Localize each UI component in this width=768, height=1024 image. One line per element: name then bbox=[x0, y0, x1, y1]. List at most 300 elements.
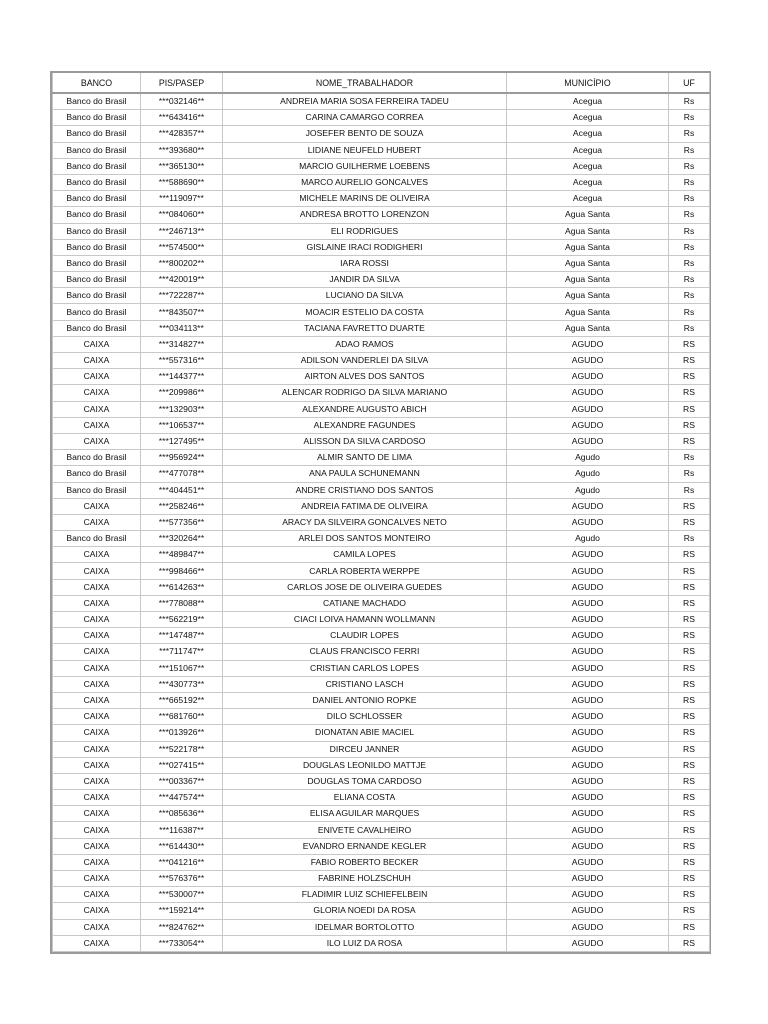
cell-banco: Banco do Brasil bbox=[53, 255, 141, 271]
cell-nome: DOUGLAS LEONILDO MATTJE bbox=[223, 757, 507, 773]
cell-municipio: AGUDO bbox=[507, 838, 669, 854]
cell-nome: ARACY DA SILVEIRA GONCALVES NETO bbox=[223, 514, 507, 530]
cell-uf: RS bbox=[669, 919, 710, 935]
cell-nome: ANDRE CRISTIANO DOS SANTOS bbox=[223, 482, 507, 498]
cell-nome: GISLAINE IRACI RODIGHERI bbox=[223, 239, 507, 255]
cell-pis-pasep: ***576376** bbox=[141, 871, 223, 887]
cell-municipio: AGUDO bbox=[507, 854, 669, 870]
cell-municipio: AGUDO bbox=[507, 433, 669, 449]
cell-uf: RS bbox=[669, 871, 710, 887]
cell-uf: RS bbox=[669, 547, 710, 563]
cell-banco: Banco do Brasil bbox=[53, 191, 141, 207]
table-row bbox=[53, 709, 710, 725]
table-row bbox=[53, 126, 710, 142]
cell-uf: RS bbox=[669, 644, 710, 660]
cell-uf: RS bbox=[669, 692, 710, 708]
table-row bbox=[53, 822, 710, 838]
cell-pis-pasep: ***711747** bbox=[141, 644, 223, 660]
cell-nome: ELISA AGUILAR MARQUES bbox=[223, 806, 507, 822]
cell-nome: DOUGLAS TOMA CARDOSO bbox=[223, 773, 507, 789]
table-row bbox=[53, 871, 710, 887]
cell-nome: ADILSON VANDERLEI DA SILVA bbox=[223, 353, 507, 369]
table-row bbox=[53, 676, 710, 692]
cell-municipio: AGUDO bbox=[507, 871, 669, 887]
cell-banco: CAIXA bbox=[53, 919, 141, 935]
table-row bbox=[53, 158, 710, 174]
cell-municipio: AGUDO bbox=[507, 790, 669, 806]
cell-nome: CARLA ROBERTA WERPPE bbox=[223, 563, 507, 579]
cell-banco: CAIXA bbox=[53, 514, 141, 530]
cell-banco: Banco do Brasil bbox=[53, 531, 141, 547]
cell-nome: FABIO ROBERTO BECKER bbox=[223, 854, 507, 870]
cell-banco: Banco do Brasil bbox=[53, 272, 141, 288]
header-nome-trabalhador: NOME_TRABALHADOR bbox=[223, 72, 507, 93]
cell-pis-pasep: ***116387** bbox=[141, 822, 223, 838]
cell-municipio: Acegua bbox=[507, 191, 669, 207]
cell-uf: RS bbox=[669, 563, 710, 579]
header-banco: BANCO bbox=[53, 72, 141, 93]
table-row bbox=[53, 466, 710, 482]
cell-banco: Banco do Brasil bbox=[53, 142, 141, 158]
cell-uf: Rs bbox=[669, 174, 710, 190]
cell-banco: CAIXA bbox=[53, 790, 141, 806]
cell-nome: CARINA CAMARGO CORREA bbox=[223, 110, 507, 126]
cell-nome: CRISTIAN CARLOS LOPES bbox=[223, 660, 507, 676]
cell-banco: Banco do Brasil bbox=[53, 450, 141, 466]
cell-banco: CAIXA bbox=[53, 417, 141, 433]
table-row bbox=[53, 401, 710, 417]
cell-nome: CARLOS JOSE DE OLIVEIRA GUEDES bbox=[223, 579, 507, 595]
cell-nome: EVANDRO ERNANDE KEGLER bbox=[223, 838, 507, 854]
table-row bbox=[53, 531, 710, 547]
cell-municipio: AGUDO bbox=[507, 644, 669, 660]
cell-uf: Rs bbox=[669, 450, 710, 466]
cell-banco: CAIXA bbox=[53, 935, 141, 951]
cell-nome: DIRCEU JANNER bbox=[223, 741, 507, 757]
cell-nome: ALMIR SANTO DE LIMA bbox=[223, 450, 507, 466]
table-row bbox=[53, 304, 710, 320]
cell-municipio: Acegua bbox=[507, 142, 669, 158]
cell-nome: IARA ROSSI bbox=[223, 255, 507, 271]
table-row bbox=[53, 579, 710, 595]
cell-municipio: Agudo bbox=[507, 450, 669, 466]
cell-municipio: AGUDO bbox=[507, 353, 669, 369]
cell-uf: RS bbox=[669, 757, 710, 773]
cell-pis-pasep: ***314827** bbox=[141, 336, 223, 352]
cell-banco: CAIXA bbox=[53, 612, 141, 628]
cell-pis-pasep: ***562219** bbox=[141, 612, 223, 628]
cell-nome: JANDIR DA SILVA bbox=[223, 272, 507, 288]
cell-municipio: AGUDO bbox=[507, 725, 669, 741]
cell-uf: Rs bbox=[669, 191, 710, 207]
cell-pis-pasep: ***013926** bbox=[141, 725, 223, 741]
cell-pis-pasep: ***041216** bbox=[141, 854, 223, 870]
cell-nome: ANDREIA FATIMA DE OLIVEIRA bbox=[223, 498, 507, 514]
cell-nome: GLORIA NOEDI DA ROSA bbox=[223, 903, 507, 919]
cell-nome: DANIEL ANTONIO ROPKE bbox=[223, 692, 507, 708]
cell-banco: CAIXA bbox=[53, 903, 141, 919]
cell-municipio: AGUDO bbox=[507, 628, 669, 644]
cell-banco: CAIXA bbox=[53, 806, 141, 822]
cell-banco: Banco do Brasil bbox=[53, 223, 141, 239]
cell-nome: IDELMAR BORTOLOTTO bbox=[223, 919, 507, 935]
cell-municipio: AGUDO bbox=[507, 741, 669, 757]
cell-banco: CAIXA bbox=[53, 854, 141, 870]
header-municipio: MUNICÍPIO bbox=[507, 72, 669, 93]
cell-nome: DIONATAN ABIE MACIEL bbox=[223, 725, 507, 741]
cell-pis-pasep: ***106537** bbox=[141, 417, 223, 433]
cell-nome: TACIANA FAVRETTO DUARTE bbox=[223, 320, 507, 336]
cell-municipio: Acegua bbox=[507, 93, 669, 110]
table-row bbox=[53, 903, 710, 919]
cell-pis-pasep: ***681760** bbox=[141, 709, 223, 725]
table-row bbox=[53, 369, 710, 385]
table-row bbox=[53, 790, 710, 806]
cell-banco: Banco do Brasil bbox=[53, 320, 141, 336]
cell-municipio: AGUDO bbox=[507, 903, 669, 919]
cell-banco: CAIXA bbox=[53, 871, 141, 887]
cell-pis-pasep: ***147487** bbox=[141, 628, 223, 644]
cell-uf: RS bbox=[669, 822, 710, 838]
cell-nome: DILO SCHLOSSER bbox=[223, 709, 507, 725]
table-row bbox=[53, 563, 710, 579]
cell-nome: ANDRESA BROTTO LORENZON bbox=[223, 207, 507, 223]
cell-uf: RS bbox=[669, 336, 710, 352]
cell-uf: RS bbox=[669, 725, 710, 741]
cell-pis-pasep: ***733054** bbox=[141, 935, 223, 951]
table-row bbox=[53, 450, 710, 466]
cell-uf: RS bbox=[669, 595, 710, 611]
cell-municipio: Agua Santa bbox=[507, 239, 669, 255]
cell-pis-pasep: ***404451** bbox=[141, 482, 223, 498]
cell-municipio: AGUDO bbox=[507, 595, 669, 611]
cell-pis-pasep: ***003367** bbox=[141, 773, 223, 789]
cell-nome: FABRINE HOLZSCHUH bbox=[223, 871, 507, 887]
table-row bbox=[53, 498, 710, 514]
cell-uf: RS bbox=[669, 401, 710, 417]
table-row bbox=[53, 433, 710, 449]
cell-banco: CAIXA bbox=[53, 838, 141, 854]
table-row bbox=[53, 741, 710, 757]
cell-municipio: AGUDO bbox=[507, 660, 669, 676]
cell-pis-pasep: ***151067** bbox=[141, 660, 223, 676]
table-row bbox=[53, 239, 710, 255]
cell-uf: RS bbox=[669, 369, 710, 385]
cell-nome: CLAUS FRANCISCO FERRI bbox=[223, 644, 507, 660]
cell-municipio: Agua Santa bbox=[507, 288, 669, 304]
cell-pis-pasep: ***557316** bbox=[141, 353, 223, 369]
table-row bbox=[53, 547, 710, 563]
cell-pis-pasep: ***956924** bbox=[141, 450, 223, 466]
cell-uf: Rs bbox=[669, 288, 710, 304]
table-row bbox=[53, 417, 710, 433]
cell-uf: Rs bbox=[669, 142, 710, 158]
cell-nome: ALENCAR RODRIGO DA SILVA MARIANO bbox=[223, 385, 507, 401]
cell-banco: Banco do Brasil bbox=[53, 110, 141, 126]
cell-nome: CIACI LOIVA HAMANN WOLLMANN bbox=[223, 612, 507, 628]
cell-banco: CAIXA bbox=[53, 822, 141, 838]
cell-nome: ANA PAULA SCHUNEMANN bbox=[223, 466, 507, 482]
cell-uf: RS bbox=[669, 935, 710, 951]
cell-municipio: AGUDO bbox=[507, 773, 669, 789]
cell-banco: Banco do Brasil bbox=[53, 207, 141, 223]
cell-municipio: Acegua bbox=[507, 110, 669, 126]
cell-pis-pasep: ***258246** bbox=[141, 498, 223, 514]
cell-pis-pasep: ***614430** bbox=[141, 838, 223, 854]
cell-municipio: AGUDO bbox=[507, 514, 669, 530]
cell-pis-pasep: ***778088** bbox=[141, 595, 223, 611]
cell-pis-pasep: ***132903** bbox=[141, 401, 223, 417]
cell-municipio: Agudo bbox=[507, 482, 669, 498]
cell-uf: Rs bbox=[669, 223, 710, 239]
cell-nome: MICHELE MARINS DE OLIVEIRA bbox=[223, 191, 507, 207]
cell-uf: RS bbox=[669, 676, 710, 692]
table-row bbox=[53, 628, 710, 644]
cell-banco: CAIXA bbox=[53, 353, 141, 369]
cell-pis-pasep: ***800202** bbox=[141, 255, 223, 271]
cell-banco: CAIXA bbox=[53, 401, 141, 417]
table-row bbox=[53, 353, 710, 369]
cell-uf: Rs bbox=[669, 207, 710, 223]
cell-municipio: AGUDO bbox=[507, 563, 669, 579]
cell-nome: ANDREIA MARIA SOSA FERREIRA TADEU bbox=[223, 93, 507, 110]
cell-uf: RS bbox=[669, 806, 710, 822]
header-uf: UF bbox=[669, 72, 710, 93]
cell-banco: CAIXA bbox=[53, 644, 141, 660]
cell-municipio: AGUDO bbox=[507, 547, 669, 563]
cell-banco: Banco do Brasil bbox=[53, 174, 141, 190]
table-row bbox=[53, 288, 710, 304]
cell-nome: LUCIANO DA SILVA bbox=[223, 288, 507, 304]
table-body bbox=[53, 93, 710, 951]
table-row bbox=[53, 773, 710, 789]
cell-pis-pasep: ***843507** bbox=[141, 304, 223, 320]
cell-nome: ALEXANDRE FAGUNDES bbox=[223, 417, 507, 433]
cell-municipio: Agua Santa bbox=[507, 207, 669, 223]
table-row bbox=[53, 207, 710, 223]
cell-pis-pasep: ***614263** bbox=[141, 579, 223, 595]
cell-banco: CAIXA bbox=[53, 579, 141, 595]
cell-uf: RS bbox=[669, 417, 710, 433]
cell-nome: ADAO RAMOS bbox=[223, 336, 507, 352]
cell-uf: Rs bbox=[669, 239, 710, 255]
cell-nome: CRISTIANO LASCH bbox=[223, 676, 507, 692]
cell-banco: CAIXA bbox=[53, 692, 141, 708]
cell-uf: RS bbox=[669, 660, 710, 676]
cell-uf: RS bbox=[669, 628, 710, 644]
cell-pis-pasep: ***246713** bbox=[141, 223, 223, 239]
cell-banco: CAIXA bbox=[53, 887, 141, 903]
cell-nome: ARLEI DOS SANTOS MONTEIRO bbox=[223, 531, 507, 547]
cell-uf: Rs bbox=[669, 466, 710, 482]
cell-nome: CAMILA LOPES bbox=[223, 547, 507, 563]
cell-municipio: AGUDO bbox=[507, 385, 669, 401]
table-row bbox=[53, 223, 710, 239]
cell-banco: Banco do Brasil bbox=[53, 466, 141, 482]
cell-uf: RS bbox=[669, 773, 710, 789]
cell-pis-pasep: ***159214** bbox=[141, 903, 223, 919]
table-header bbox=[53, 72, 710, 93]
cell-pis-pasep: ***665192** bbox=[141, 692, 223, 708]
table-row bbox=[53, 336, 710, 352]
table-row bbox=[53, 935, 710, 951]
cell-pis-pasep: ***477078** bbox=[141, 466, 223, 482]
table-row bbox=[53, 919, 710, 935]
cell-pis-pasep: ***034113** bbox=[141, 320, 223, 336]
cell-pis-pasep: ***365130** bbox=[141, 158, 223, 174]
cell-municipio: Acegua bbox=[507, 174, 669, 190]
cell-uf: RS bbox=[669, 498, 710, 514]
cell-municipio: AGUDO bbox=[507, 887, 669, 903]
cell-pis-pasep: ***577356** bbox=[141, 514, 223, 530]
cell-uf: RS bbox=[669, 579, 710, 595]
cell-municipio: Agua Santa bbox=[507, 272, 669, 288]
cell-nome: ILO LUIZ DA ROSA bbox=[223, 935, 507, 951]
table-row bbox=[53, 93, 710, 110]
cell-uf: Rs bbox=[669, 158, 710, 174]
cell-banco: Banco do Brasil bbox=[53, 288, 141, 304]
cell-pis-pasep: ***447574** bbox=[141, 790, 223, 806]
cell-pis-pasep: ***320264** bbox=[141, 531, 223, 547]
table-row bbox=[53, 482, 710, 498]
cell-nome: LIDIANE NEUFELD HUBERT bbox=[223, 142, 507, 158]
cell-nome: ELIANA COSTA bbox=[223, 790, 507, 806]
cell-pis-pasep: ***824762** bbox=[141, 919, 223, 935]
cell-pis-pasep: ***084060** bbox=[141, 207, 223, 223]
cell-nome: ELI RODRIGUES bbox=[223, 223, 507, 239]
cell-banco: CAIXA bbox=[53, 595, 141, 611]
table-row bbox=[53, 514, 710, 530]
cell-municipio: Agua Santa bbox=[507, 304, 669, 320]
table-row bbox=[53, 320, 710, 336]
cell-uf: RS bbox=[669, 514, 710, 530]
cell-nome: MARCO AURELIO GONCALVES bbox=[223, 174, 507, 190]
cell-pis-pasep: ***522178** bbox=[141, 741, 223, 757]
cell-municipio: AGUDO bbox=[507, 919, 669, 935]
cell-banco: CAIXA bbox=[53, 741, 141, 757]
cell-uf: RS bbox=[669, 353, 710, 369]
cell-uf: Rs bbox=[669, 126, 710, 142]
cell-uf: Rs bbox=[669, 304, 710, 320]
cell-banco: Banco do Brasil bbox=[53, 482, 141, 498]
cell-municipio: AGUDO bbox=[507, 401, 669, 417]
table-row bbox=[53, 595, 710, 611]
cell-pis-pasep: ***430773** bbox=[141, 676, 223, 692]
cell-municipio: Agua Santa bbox=[507, 255, 669, 271]
cell-pis-pasep: ***127495** bbox=[141, 433, 223, 449]
cell-banco: CAIXA bbox=[53, 385, 141, 401]
cell-nome: ENIVETE CAVALHEIRO bbox=[223, 822, 507, 838]
cell-banco: CAIXA bbox=[53, 725, 141, 741]
cell-pis-pasep: ***643416** bbox=[141, 110, 223, 126]
cell-uf: Rs bbox=[669, 482, 710, 498]
cell-uf: RS bbox=[669, 433, 710, 449]
cell-municipio: AGUDO bbox=[507, 676, 669, 692]
cell-uf: Rs bbox=[669, 93, 710, 110]
cell-nome: CATIANE MACHADO bbox=[223, 595, 507, 611]
cell-municipio: AGUDO bbox=[507, 612, 669, 628]
table-row bbox=[53, 644, 710, 660]
cell-pis-pasep: ***085636** bbox=[141, 806, 223, 822]
worker-table-sheet bbox=[50, 71, 711, 954]
cell-uf: RS bbox=[669, 612, 710, 628]
cell-pis-pasep: ***119097** bbox=[141, 191, 223, 207]
cell-banco: CAIXA bbox=[53, 709, 141, 725]
cell-pis-pasep: ***209986** bbox=[141, 385, 223, 401]
cell-pis-pasep: ***420019** bbox=[141, 272, 223, 288]
cell-uf: RS bbox=[669, 741, 710, 757]
cell-municipio: AGUDO bbox=[507, 579, 669, 595]
cell-municipio: AGUDO bbox=[507, 757, 669, 773]
cell-uf: Rs bbox=[669, 320, 710, 336]
cell-pis-pasep: ***027415** bbox=[141, 757, 223, 773]
table-row bbox=[53, 854, 710, 870]
cell-banco: CAIXA bbox=[53, 547, 141, 563]
cell-municipio: AGUDO bbox=[507, 369, 669, 385]
cell-banco: CAIXA bbox=[53, 660, 141, 676]
cell-pis-pasep: ***574500** bbox=[141, 239, 223, 255]
cell-pis-pasep: ***489847** bbox=[141, 547, 223, 563]
table-row bbox=[53, 255, 710, 271]
cell-nome: MARCIO GUILHERME LOEBENS bbox=[223, 158, 507, 174]
cell-pis-pasep: ***722287** bbox=[141, 288, 223, 304]
cell-municipio: Acegua bbox=[507, 126, 669, 142]
cell-banco: CAIXA bbox=[53, 676, 141, 692]
cell-nome: MOACIR ESTELIO DA COSTA bbox=[223, 304, 507, 320]
table-row bbox=[53, 612, 710, 628]
cell-nome: AIRTON ALVES DOS SANTOS bbox=[223, 369, 507, 385]
cell-municipio: Agudo bbox=[507, 531, 669, 547]
header-pis-pasep: PIS/PASEP bbox=[141, 72, 223, 93]
worker-table bbox=[52, 71, 710, 952]
cell-municipio: AGUDO bbox=[507, 709, 669, 725]
cell-banco: CAIXA bbox=[53, 433, 141, 449]
cell-banco: CAIXA bbox=[53, 498, 141, 514]
cell-banco: Banco do Brasil bbox=[53, 93, 141, 110]
cell-uf: RS bbox=[669, 709, 710, 725]
cell-pis-pasep: ***998466** bbox=[141, 563, 223, 579]
cell-banco: Banco do Brasil bbox=[53, 304, 141, 320]
cell-banco: CAIXA bbox=[53, 757, 141, 773]
table-row bbox=[53, 838, 710, 854]
cell-pis-pasep: ***588690** bbox=[141, 174, 223, 190]
cell-municipio: AGUDO bbox=[507, 336, 669, 352]
cell-municipio: AGUDO bbox=[507, 498, 669, 514]
cell-uf: Rs bbox=[669, 255, 710, 271]
cell-municipio: AGUDO bbox=[507, 806, 669, 822]
cell-banco: CAIXA bbox=[53, 369, 141, 385]
table-row bbox=[53, 725, 710, 741]
cell-banco: CAIXA bbox=[53, 563, 141, 579]
cell-uf: Rs bbox=[669, 272, 710, 288]
cell-municipio: AGUDO bbox=[507, 822, 669, 838]
table-row bbox=[53, 191, 710, 207]
cell-municipio: AGUDO bbox=[507, 935, 669, 951]
cell-municipio: Agua Santa bbox=[507, 320, 669, 336]
cell-banco: Banco do Brasil bbox=[53, 126, 141, 142]
table-row bbox=[53, 806, 710, 822]
cell-municipio: AGUDO bbox=[507, 417, 669, 433]
cell-pis-pasep: ***530007** bbox=[141, 887, 223, 903]
cell-uf: RS bbox=[669, 887, 710, 903]
cell-uf: Rs bbox=[669, 110, 710, 126]
table-row bbox=[53, 660, 710, 676]
cell-nome: JOSEFER BENTO DE SOUZA bbox=[223, 126, 507, 142]
cell-pis-pasep: ***032146** bbox=[141, 93, 223, 110]
cell-nome: ALISSON DA SILVA CARDOSO bbox=[223, 433, 507, 449]
table-row bbox=[53, 757, 710, 773]
cell-pis-pasep: ***144377** bbox=[141, 369, 223, 385]
